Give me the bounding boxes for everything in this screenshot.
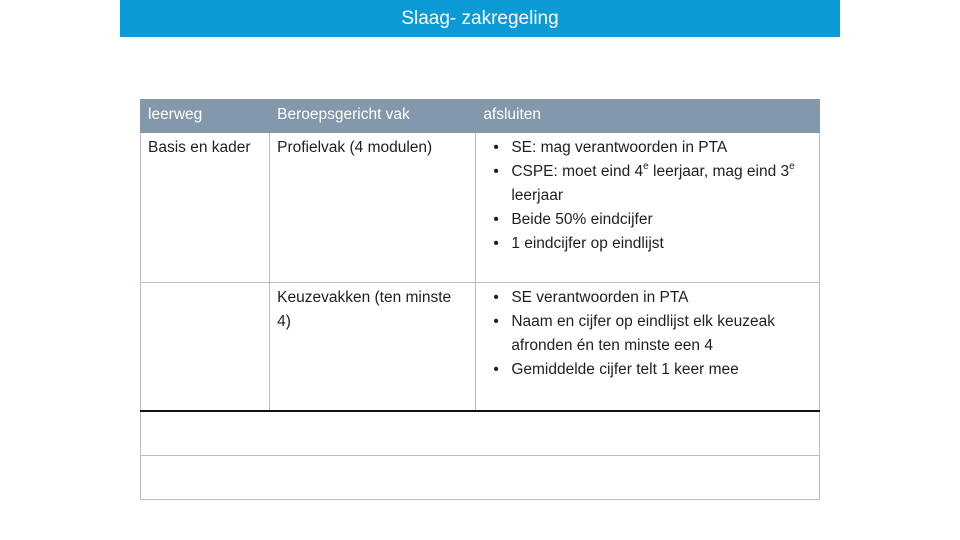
cell-leerweg: Basis en kader [141, 133, 270, 283]
list-item: • Beide 50% eindcijfer [483, 208, 812, 232]
regulation-table [140, 99, 820, 500]
cell-vak: Keuzevakken (ten minste 4) [270, 283, 476, 411]
empty-row [141, 411, 820, 456]
bullet-list [483, 286, 812, 382]
header-afsluiten: afsluiten [476, 100, 820, 133]
header-leerweg: leerweg [141, 100, 270, 133]
slide-title: Slaag- zakregeling [401, 7, 559, 29]
cell-afsluiten [476, 283, 820, 411]
list-item: • CSPE: moet eind 4e leerjaar, mag eind 3e leerjaar [483, 160, 812, 208]
table-row [141, 283, 820, 411]
empty-row [141, 455, 820, 499]
cell-leerweg [141, 283, 270, 411]
cell-afsluiten [476, 133, 820, 283]
list-item: • Naam en cijfer op eindlijst elk keuzeak afronden én ten minste een 4 [483, 310, 812, 358]
slide-title-bar [120, 0, 840, 37]
cell-vak: Profielvak (4 modulen) [270, 133, 476, 283]
list-item: • 1 eindcijfer op eindlijst [483, 232, 812, 256]
empty-cell [141, 455, 820, 499]
list-item: • SE: mag verantwoorden in PTA [483, 136, 812, 160]
header-beroepsgericht-vak: Beroepsgericht vak [270, 100, 476, 133]
bullet-list [483, 136, 812, 256]
table-row [141, 133, 820, 283]
table-header-row [141, 100, 820, 133]
empty-cell [141, 411, 820, 456]
list-item: • SE verantwoorden in PTA [483, 286, 812, 310]
list-item: • Gemiddelde cijfer telt 1 keer mee [483, 358, 812, 382]
